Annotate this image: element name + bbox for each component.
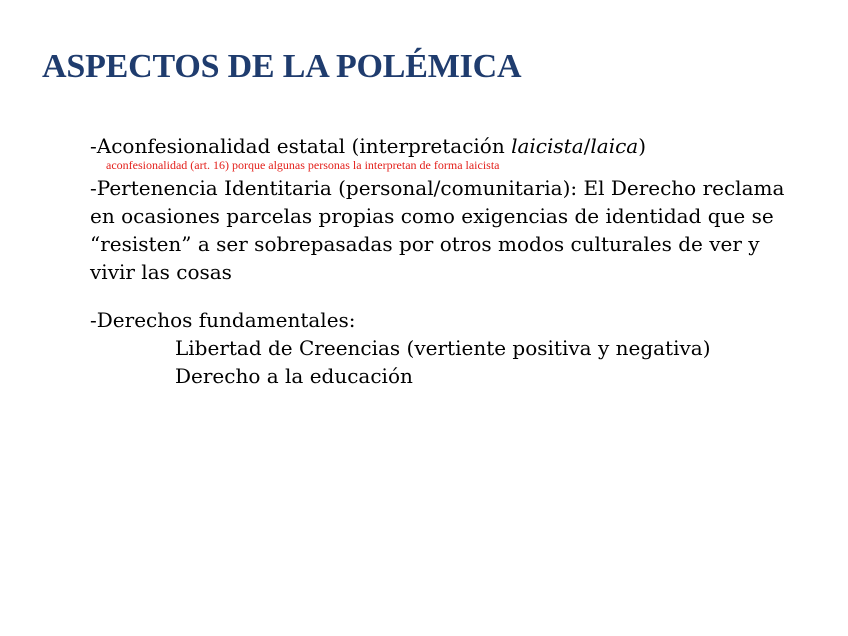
item-aconfesionalidad-slash: / xyxy=(583,134,591,158)
slide-body xyxy=(90,132,810,390)
annotation-note: aconfesionalidad (art. 16) porque algunas personas la interpretan de forma laicista xyxy=(106,158,500,172)
spacer xyxy=(90,286,810,306)
item-aconfesionalidad xyxy=(90,132,810,160)
subitem-derecho-educacion: Derecho a la educación xyxy=(175,364,413,388)
item-derechos-fundamentales: -Derechos fundamentales: xyxy=(90,308,356,332)
subitem-libertad-creencias: Libertad de Creencias (vertiente positiva y negativa) xyxy=(175,336,711,360)
slide-title: ASPECTOS DE LA POLÉMICA xyxy=(42,48,522,85)
item-aconfesionalidad-laica: laica xyxy=(590,134,639,158)
item-aconfesionalidad-suffix: ) xyxy=(638,134,647,158)
item-pertenencia-identitaria: -Pertenencia Identitaria (personal/comunitaria): El Derecho reclama en ocasiones parcelas propias como exigencias de identidad que se “resisten” a ser sobrepasadas por otros modos culturales de ver y vivir las cosas xyxy=(90,176,785,284)
item-aconfesionalidad-prefix: -Aconfesionalidad estatal (interpretación xyxy=(90,134,512,158)
item-aconfesionalidad-laicista: laicista xyxy=(511,134,584,158)
